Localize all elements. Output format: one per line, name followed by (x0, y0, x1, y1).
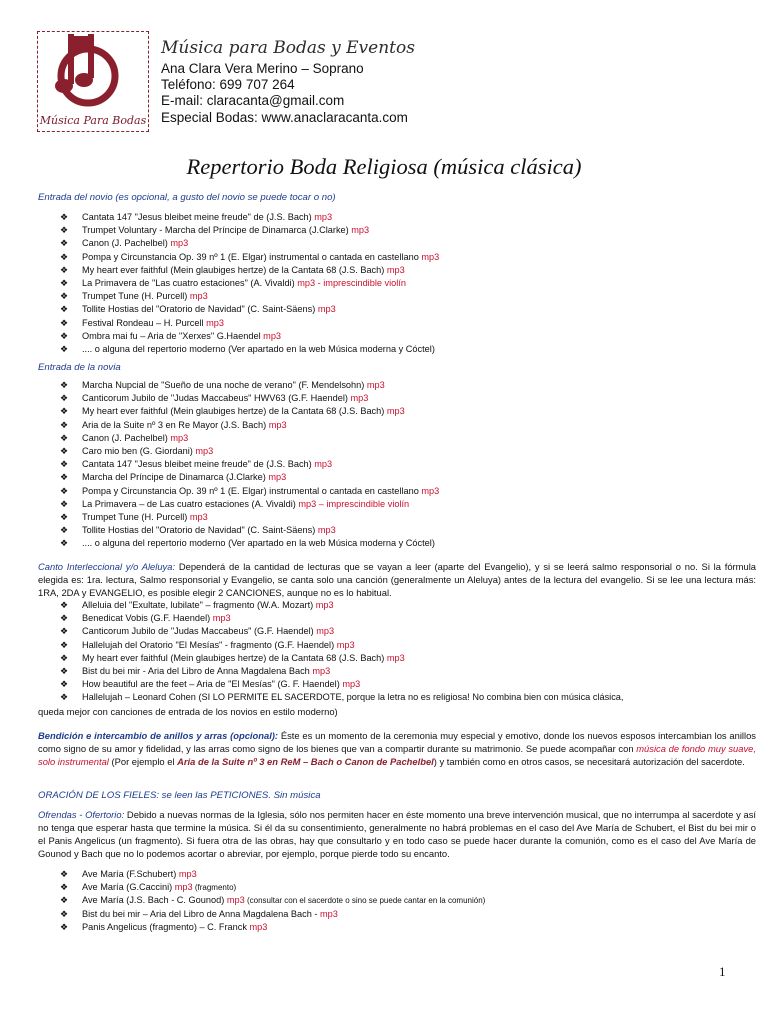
mp3-link[interactable]: mp3 (366, 380, 385, 390)
list-item (38, 471, 756, 484)
section-ofrendas (38, 808, 756, 934)
section-paragraph (38, 560, 756, 599)
item-text: Canon (J. Pachelbel) (82, 238, 171, 249)
repertoire-list (38, 379, 756, 551)
diamond-bullet-icon: ❖ (60, 432, 69, 443)
mp3-link[interactable]: mp3 (170, 238, 189, 249)
diamond-bullet-icon: ❖ (60, 882, 69, 893)
list-item (38, 652, 756, 665)
list-item (38, 485, 756, 498)
mp3-link[interactable]: mp3 (316, 626, 335, 637)
item-text: Canon (J. Pachelbel) (82, 432, 171, 443)
mp3-link[interactable]: mp3 (317, 525, 336, 536)
list-item (38, 405, 756, 418)
email[interactable]: E-mail: claracanta@gmail.com (161, 93, 345, 109)
list-item (38, 678, 756, 691)
mp3-link[interactable]: mp3 (195, 446, 214, 457)
item-text: Pompa y Circunstancia Op. 39 nº 1 (E. Elgar) instrumental o cantada en castellano (82, 485, 422, 496)
contact-header (161, 38, 415, 126)
list-item (38, 330, 756, 343)
highlight-text: música de fondo muy suave, solo instrumental (38, 743, 756, 767)
text-part: (Por ejemplo el (108, 756, 178, 767)
website[interactable]: Especial Bodas: www.anaclaracanta.com (161, 109, 408, 125)
list-item (38, 868, 756, 881)
text-part: ) y también como en otros casos, se necesitará autorización del sacerdote. (433, 756, 745, 767)
list-item (38, 921, 756, 934)
diamond-bullet-icon: ❖ (60, 264, 69, 275)
mp3-link[interactable]: mp3 (268, 472, 287, 483)
list-item (38, 264, 756, 277)
mp3-link[interactable]: mp3 (315, 600, 334, 610)
mp3-link[interactable]: mp3 (342, 679, 361, 690)
singer-name: Ana Clara Vera Merino – Soprano (161, 61, 364, 76)
section-heading: Canto Interleccional y/o Aleluya: (38, 561, 176, 572)
mp3-link[interactable]: mp3 (226, 895, 245, 906)
section-entrada-novia (38, 362, 756, 551)
item-text: Ave María (F.Schubert) (82, 869, 179, 879)
repertoire-list (38, 211, 756, 356)
item-text: Tollite Hostias del "Oratorio de Navidad" (C. Saint-Säens) (82, 304, 318, 315)
item-text: Hallelujah del Oratorio "El Mesías" - fragmento (G.F. Haendel) (82, 639, 337, 650)
section-heading: Entrada de la novia (38, 362, 121, 373)
diamond-bullet-icon: ❖ (60, 291, 69, 302)
diamond-bullet-icon: ❖ (60, 626, 69, 637)
item-text: Trumpet Tune (H. Purcell) (82, 512, 190, 523)
item-text: La Primavera – de Las cuatro estaciones (A. Vivaldi) (82, 498, 299, 509)
mp3-link[interactable]: mp3 (249, 921, 268, 932)
section-paragraph (38, 729, 756, 768)
list-item (38, 691, 756, 704)
diamond-bullet-icon: ❖ (60, 869, 69, 879)
list-item (38, 303, 756, 316)
mp3-link[interactable]: mp3 - imprescindible violín (297, 278, 406, 289)
diamond-bullet-icon: ❖ (60, 380, 69, 390)
phone: Teléfono: 699 707 264 (161, 77, 295, 93)
business-title: Música para Bodas y Eventos (161, 38, 415, 58)
section-paragraph (38, 808, 756, 860)
list-item (38, 498, 756, 511)
diamond-bullet-icon: ❖ (60, 330, 69, 341)
mp3-link[interactable]: mp3 (320, 908, 338, 919)
list-item (38, 612, 756, 625)
section-heading: ORACIÓN DE LOS FIELES: se leen las PETICIONES. Sin música (38, 790, 321, 801)
item-text: My heart ever faithful (Mein glaubiges hertze) de la Cantata 68 (J.S. Bach) (82, 264, 387, 275)
logo-text: Música Para Bodas (39, 114, 147, 127)
mp3-link[interactable]: mp3 (317, 304, 336, 315)
item-continuation: queda mejor con canciones de entrada de los novios en estilo moderno) (38, 705, 338, 717)
item-text: Ombra mai fu – Aria de "Xerxes" G.Haendel (82, 330, 264, 341)
diamond-bullet-icon: ❖ (60, 538, 69, 549)
item-text: .... o alguna del repertorio moderno (Ver apartado en la web Música moderna y Cóctel) (82, 538, 435, 549)
list-item (38, 537, 756, 550)
mp3-link[interactable]: mp3 (212, 613, 231, 624)
list-item (38, 277, 756, 290)
item-text: Aria de la Suite nº 3 en Re Mayor (J.S. Bach) (82, 419, 269, 430)
item-text: Trumpet Tune (H. Purcell) (82, 291, 190, 302)
list-item (38, 419, 756, 432)
diamond-bullet-icon: ❖ (60, 446, 69, 457)
mp3-link[interactable]: mp3 (314, 212, 333, 222)
mp3-link[interactable]: mp3 (314, 459, 333, 470)
item-text: Festival Rondeau – H. Purcell (82, 317, 207, 328)
list-item (38, 290, 756, 303)
item-text: Tollite Hostias del "Oratorio de Navidad" (C. Saint-Säens) (82, 525, 318, 536)
repertoire-list (38, 599, 756, 691)
item-text: Panis Angelicus (fragmento) – C. Franck (82, 921, 250, 932)
item-text: Alleluia del "Exultate, lubilate" – fragmento (W.A. Mozart) (82, 600, 316, 610)
diamond-bullet-icon: ❖ (60, 498, 69, 509)
mp3-link[interactable]: mp3 (312, 666, 331, 677)
item-note: (fragmento) (192, 883, 237, 893)
item-text: My heart ever faithful (Mein glaubiges hertze) de la Cantata 68 (J.S. Bach) (82, 406, 387, 417)
item-text: Cantata 147 "Jesus bleibet meine freude" de (J.S. Bach) (82, 212, 315, 222)
mp3-link[interactable]: mp3 (386, 406, 405, 417)
list-item (38, 665, 756, 678)
item-text: Ave María (G.Caccini) (82, 882, 175, 893)
repertoire-list (38, 868, 756, 934)
mp3-link[interactable]: mp3 (351, 225, 370, 236)
diamond-bullet-icon: ❖ (60, 419, 69, 430)
item-text: Ave María (J.S. Bach - C. Gounod) (82, 895, 227, 906)
list-item (38, 511, 756, 524)
diamond-bullet-icon: ❖ (60, 251, 69, 262)
diamond-bullet-icon: ❖ (60, 472, 69, 483)
diamond-bullet-icon: ❖ (60, 459, 69, 470)
section-intro: Debido a nuevas normas de la Iglesia, sólo nos permiten hacer en éste momento una breve intervención musical, que no interrumpa al sacerdote y así no tenga que esperar hasta que termine la música. Si él da su consentimiento, generalmente no habrá problemas en el caso del Ave María de Schubert, el Bist du bei mir o el Panis Angelicus (un fragmento). Si fuera otra de las obras, hay que consultarlo y en todo caso se puede hacer durante la comunión, como es el caso del Ave María de Gounod y Bach que no lo podemos acortar o abreviar, por ejemplo, porque pierde todo su encanto. (38, 809, 757, 859)
diamond-bullet-icon: ❖ (60, 393, 69, 404)
item-text: Marcha del Príncipe de Dinamarca (J.Clarke) (82, 472, 269, 483)
list-item (38, 524, 756, 537)
mp3-link[interactable]: mp3 (336, 639, 355, 650)
section-heading: Ofrendas - Ofertorio: (38, 809, 125, 820)
item-text: Cantata 147 "Jesus bleibet meine freude" de (J.S. Bach) (82, 459, 315, 470)
list-item (38, 211, 756, 224)
mp3-link[interactable]: mp3 – imprescindible violín (298, 498, 410, 509)
mp3-link[interactable]: mp3 (350, 393, 369, 404)
diamond-bullet-icon: ❖ (60, 344, 69, 355)
diamond-bullet-icon: ❖ (60, 692, 69, 703)
diamond-bullet-icon: ❖ (60, 895, 69, 906)
section-oracion (38, 790, 756, 801)
mp3-link[interactable]: mp3 (206, 317, 224, 328)
item-text: Bist du bei mir – Aria del Libro de Anna Magdalena Bach - (82, 908, 320, 919)
list-item (38, 392, 756, 405)
list-item (38, 379, 756, 392)
item-text: Trumpet Voluntary - Marcha del Príncipe de Dinamarca (J.Clarke) (82, 225, 352, 236)
section-heading: Bendición e intercambio de anillos y arras (opcional): (38, 730, 279, 741)
item-text: Marcha Nupcial de "Sueño de una noche de verano" (F. Mendelsohn) (82, 380, 367, 390)
mp3-link[interactable]: mp3 (189, 512, 208, 523)
list-item (38, 894, 756, 907)
repertoire-list-tail (38, 691, 756, 704)
list-item (38, 625, 756, 638)
mp3-link[interactable]: mp3 (178, 869, 197, 879)
diamond-bullet-icon: ❖ (60, 525, 69, 536)
list-item (38, 599, 756, 612)
item-note: (consultar con el sacerdote o sino se puede cantar en la comunión) (244, 896, 486, 906)
item-text: My heart ever faithful (Mein glaubiges hertze) de la Cantata 68 (J.S. Bach) (82, 652, 387, 663)
diamond-bullet-icon: ❖ (60, 908, 69, 919)
list-item (38, 908, 756, 921)
item-text: .... o alguna del repertorio moderno (Ver apartado en la web Música moderna y Cóctel) (82, 344, 435, 355)
list-item (38, 251, 756, 264)
list-item (38, 432, 756, 445)
highlight-text: Aria de la Suite nº 3 en ReM – Bach o Canon de Pachelbel (177, 756, 434, 767)
diamond-bullet-icon: ❖ (60, 600, 69, 610)
item-text: Hallelujah – Leonard Cohen (SI LO PERMITE EL SACERDOTE, porque la letra no es religiosa! No combina bien con música clásica, (82, 692, 624, 703)
page-number: 1 (719, 964, 726, 979)
diamond-bullet-icon: ❖ (60, 406, 69, 417)
list-item (38, 445, 756, 458)
music-note-icon (38, 32, 148, 112)
diamond-bullet-icon: ❖ (60, 317, 69, 328)
section-bendicion (38, 729, 756, 768)
list-item (38, 237, 756, 250)
list-item (38, 343, 756, 356)
item-text: Benedicat Vobis (G.F. Haendel) (82, 613, 213, 624)
diamond-bullet-icon: ❖ (60, 613, 69, 624)
list-item (38, 458, 756, 471)
item-text: Canticorum Jubilo de "Judas Maccabeus" HWV63 (G.F. Haendel) (82, 393, 351, 404)
diamond-bullet-icon: ❖ (60, 304, 69, 315)
list-item (38, 317, 756, 330)
item-text: Caro mio ben (G. Giordani) (82, 446, 196, 457)
diamond-bullet-icon: ❖ (60, 238, 69, 249)
diamond-bullet-icon: ❖ (60, 485, 69, 496)
mp3-link[interactable]: mp3 (174, 882, 193, 893)
mp3-link[interactable]: mp3 (189, 291, 208, 302)
item-text: La Primavera de "Las cuatro estaciones" (A. Vivaldi) (82, 278, 298, 289)
item-text: Pompa y Circunstancia Op. 39 nº 1 (E. Elgar) instrumental o cantada en castellano (82, 251, 422, 262)
diamond-bullet-icon: ❖ (60, 278, 69, 289)
item-text: How beautiful are the feet – Aria de "El Mesías" (G. F. Haendel) (82, 679, 343, 690)
item-text: Canticorum Jubilo de "Judas Maccabeus" (G.F. Haendel) (82, 626, 317, 637)
list-item (38, 224, 756, 237)
diamond-bullet-icon: ❖ (60, 225, 69, 236)
mp3-link[interactable]: mp3 (263, 330, 282, 341)
diamond-bullet-icon: ❖ (60, 639, 69, 650)
diamond-bullet-icon: ❖ (60, 512, 69, 523)
diamond-bullet-icon: ❖ (60, 212, 69, 222)
list-item (38, 881, 756, 894)
diamond-bullet-icon: ❖ (60, 652, 69, 663)
list-item (38, 639, 756, 652)
logo (37, 31, 149, 132)
diamond-bullet-icon: ❖ (60, 666, 69, 677)
section-heading: Entrada del novio (es opcional, a gusto del novio se puede tocar o no) (38, 192, 336, 203)
mp3-link[interactable]: mp3 (268, 419, 287, 430)
text-part: Éste es un momento de la ceremonia muy especial y emotivo, donde los nuevos esposos intercambian los anillos como signo de su amor y fidelidad, y las arras como signo de los bienes que van a compartir durante su matrimonio. Se puede acompañar con (38, 730, 756, 754)
section-entrada-novio (38, 192, 756, 356)
diamond-bullet-icon: ❖ (60, 921, 69, 932)
mp3-link[interactable]: mp3 (386, 652, 405, 663)
mp3-link[interactable]: mp3 (386, 264, 405, 275)
mp3-link[interactable]: mp3 (421, 251, 440, 262)
diamond-bullet-icon: ❖ (60, 679, 69, 690)
mp3-link[interactable]: mp3 (170, 432, 189, 443)
document-title: Repertorio Boda Religiosa (música clásica) (186, 154, 582, 179)
item-text: Bist du bei mir - Aria del Libro de Anna Magdalena Bach (82, 666, 313, 677)
mp3-link[interactable]: mp3 (421, 485, 440, 496)
section-canto-interleccional (38, 560, 756, 718)
section-intro: Dependerá de la cantidad de lecturas que se vayan a leer (aparte del Evangelio), y si se leerá salmo responsorial o no. Si la fórmula elegida es: 1ra. lectura, Salmo responsorial y Evangelio, se canta solo una canción (generalmente un Aleluya) antes de la lectura del evangelio. Si se lee una lectura más: 1RA, 2DA y EVANGELIO, es posible elegir 2 CANCIONES, aunque no es lo habitual. (38, 561, 756, 598)
